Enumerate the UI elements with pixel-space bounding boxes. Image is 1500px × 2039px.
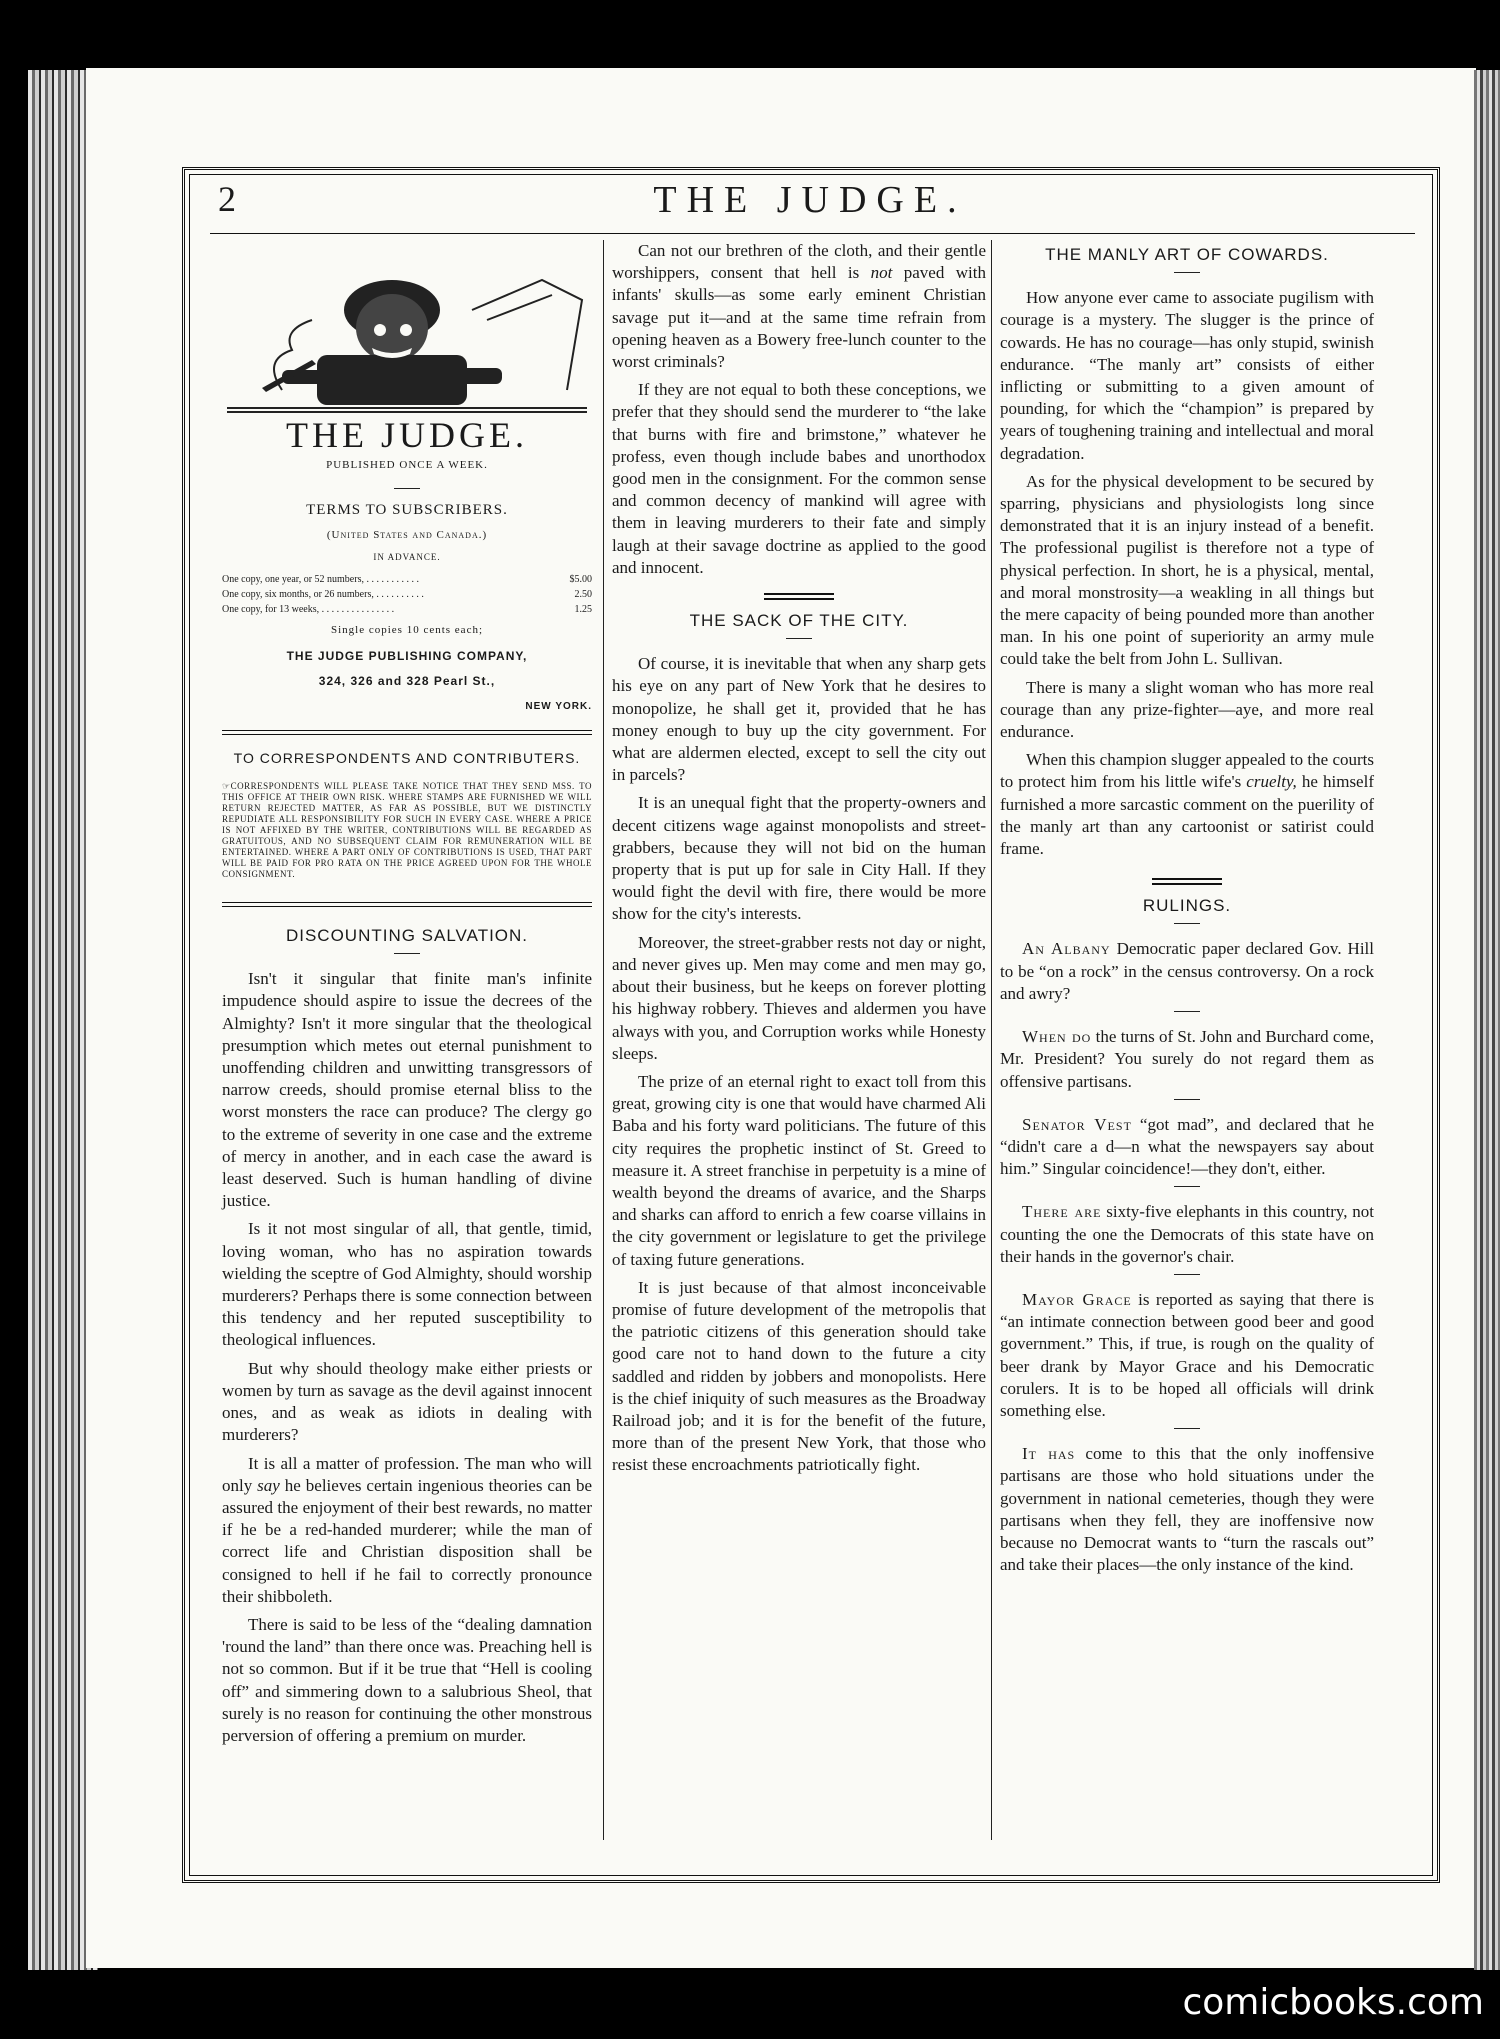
short-rule — [786, 638, 812, 639]
paragraph: Of course, it is inevitable that when any sharp gets his eye on any part of New York that he desires to monopolize, he shall get it, provided that he has money enough to buy up the city government. For what are aldermen elected, except to sell the city out in parcels? — [612, 654, 986, 785]
advance: IN ADVANCE. — [373, 551, 441, 562]
column-1 — [222, 240, 592, 1747]
rulings-heading: RULINGS. — [1142, 896, 1232, 916]
paragraph: The prize of an eternal right to exact toll from this great, growing city is one that would have charmed Ali Baba and his forty ward politicians. The future of this city requires the prophetic instinct of St. Greed to measure it. A street franchise in perpetuity is a mine of wealth beyond the dreams of avarice, and the Sharps and sharks can afford to enrich a few coarse villains in the city government or legislature to get the privilege of taxing future generations. — [612, 1071, 986, 1269]
paragraph: There is said to be less of the “dealing damnation 'round the land” than there once was. Preaching hell is not so common. But if it be true that “Hell is cooling off” and simmering down to a salubrious Sheol, that surely is no reason for continuing the other monstrous perversion of offering a premium on murder. — [222, 1614, 592, 1745]
short-rule — [1174, 923, 1200, 924]
terms-heading: TERMS TO SUBSCRIBERS. — [306, 502, 508, 519]
price-row: One copy, one year, or 52 numbers, . . . . . . . . . . . $5.00 — [222, 574, 592, 586]
address: 324, 326 and 328 Pearl St., — [318, 674, 496, 689]
masthead: THE JUDGE. — [653, 179, 967, 221]
publisher: THE JUDGE PUBLISHING COMPANY, — [286, 649, 528, 664]
correspondents-heading: TO CORRESPONDENTS AND CONTRIBUTERS. — [233, 749, 581, 766]
short-rule — [394, 953, 420, 954]
price-row: One copy, six months, or 26 numbers, . . . . . . . . . . 2.50 — [222, 589, 592, 601]
paragraph: Can not our brethren of the cloth, and their gentle worshippers, consent that hell is not paved with infants' skulls—as some early eminent Christian savage put it—and at the same time refrain from opening heaven as a Bowery free-lunch counter to the worst criminals? — [612, 241, 986, 372]
page-stack-edge — [1474, 70, 1500, 1970]
short-rule — [1174, 1186, 1200, 1187]
paragraph: Is it not most singular of all, that gentle, timid, loving woman, who has no aspiration towards wielding the sceptre of God Almighty, should worship murderers? Perhaps there is some connection between this tendency and her reputed susceptibility to theological influences. — [222, 1219, 592, 1350]
section-rule — [764, 593, 834, 600]
region: (United States and Canada.) — [326, 528, 488, 541]
short-rule — [394, 488, 420, 489]
frequency: PUBLISHED ONCE A WEEK. — [326, 459, 488, 472]
price-row: One copy, for 13 weeks, . . . . . . . . . . . . . . . 1.25 — [222, 604, 592, 616]
short-rule — [1174, 1099, 1200, 1100]
paragraph: Moreover, the street-grabber rests not day or night, and never gives up. Men may come and men may go, about their business, but he keeps on forever plotting his highway robbery. Thieves and aldermen you have always with you, and Corruption works while Honesty sleeps. — [612, 932, 986, 1063]
ruling-item: When do the turns of St. John and Burchard come, Mr. President? You surely do not regard them as offensive partisans. — [1000, 1027, 1374, 1091]
double-rule — [222, 730, 592, 735]
short-rule — [1174, 1428, 1200, 1429]
judge-illustration — [222, 240, 592, 418]
single-copies: Single copies 10 cents each; — [330, 624, 484, 637]
rulings-list — [1000, 938, 1374, 1576]
short-rule — [1174, 272, 1200, 273]
paragraph: But why should theology make either priests or women by turn as savage as the devil against innocent ones, and as weak as idiots in dealing with murderers? — [222, 1358, 592, 1445]
short-rule — [1174, 1274, 1200, 1275]
ruling-item: There are sixty-five elephants in this country, not counting the one the Democrats of this state have on their hands in the governor's chair. — [1000, 1202, 1374, 1266]
manly-heading: THE MANLY ART OF COWARDS. — [1045, 245, 1329, 264]
short-rule — [1174, 1011, 1200, 1012]
paragraph: When this champion slugger appealed to the courts to protect him from his little wife's cruelty, he himself furnished a more sarcastic comment on the puerility of the manly art than any cartoonist or satirist could frame. — [1000, 750, 1374, 859]
header-rule — [210, 233, 1415, 234]
paragraph: How anyone ever came to associate pugilism with courage is a mystery. The slugger is the prince of cowards. He has no courage—has only stupid, swinish endurance. “The manly art” consists of either inflicting or submitting to a given amount of pounding, for which the “champion” is prepared by years of toughening training and intellectual and moral degradation. — [1000, 288, 1374, 463]
column-3 — [1000, 240, 1374, 1582]
price-list — [222, 572, 592, 617]
ruling-item: Mayor Grace is reported as saying that there is “an intimate connection between good beer and good government.” This, if true, is rough on the quality of beer drank by Mayor Grace and his Democratic corulers. It is to be hoped all officials will drink something else. — [1000, 1289, 1374, 1420]
paragraph: There is many a slight woman who has more real courage than any prize-fighter—aye, and more real endurance. — [1000, 677, 1374, 742]
column-rule — [991, 240, 992, 1840]
column-2 — [612, 240, 986, 1483]
watermark: comicbooks.com — [1182, 1982, 1484, 2023]
paragraph: It is an unequal fight that the property-owners and decent citizens wage against monopolists and street-grabbers, because they will not bid on the human property that is put up for sale in City Hall. If they would fight the devil with fire, there would be more show for the city's interests. — [612, 793, 986, 924]
page-number: 2 — [218, 179, 236, 219]
ruling-item: It has come to this that the only inoffensive partisans are those who hold situations under the government in national cemeteries, though they were partisans when they fell, they are inoffensive now because no Democrat wants to “turn the rascals out” and take their places—the only instance of the kind. — [1000, 1444, 1374, 1575]
paragraph: If they are not equal to both these conceptions, we prefer that they should send the murderer to “the lake that burns with fire and brimstone,” whatever he profess, even though include babes and unorthodox good men in the consignment. For the common sense and common decency of mankind will agree with them in leaving murderers to their fate and simply laugh at their savage doctrine as applied to the good and innocent. — [612, 380, 986, 577]
double-rule — [222, 902, 592, 907]
paragraph: It is just because of that almost inconceivable promise of future development of the metropolis that the patriotic citizens of this generation should take good care not to hand down to the future a city saddled and ridden by jobbers and monopolists. Here is the chief iniquity of such measures as the Broadway Railroad job; and it is for the benefit of the future, more than of the present New York, that those who resist these encroachments patriotically fight. — [612, 1277, 986, 1475]
paragraph: As for the physical development to be secured by sparring, physicians and physiologists long since demonstrated that it is an injury instead of a benefit. The professional pugilist is therefore not a type of physical perfection. In short, he is a physical, mental, and moral monstrosity—a weakling in all things but the mere capacity of being pounded more than another man. In his one point of superiority an army mule could take the belt from John L. Sullivan. — [1000, 471, 1374, 669]
paragraph: Isn't it singular that finite man's infinite impudence should aspire to issue the decrees of the Almighty? Isn't it more singular that the theological presumption which metes out eternal punishment to unoffending children and unwitting transgressors of narrow creeds, should promise eternal bliss to the worst monsters the race can produce? The clergy go to the extreme of severity in one case and the extreme of mercy in another, and in each case the award is least deserved. Such is human handling of divine justice. — [222, 969, 592, 1211]
correspondents-notice: ☞CORRESPONDENTS WILL PLEASE TAKE NOTICE THAT THEY SEND MSS. TO THIS OFFICE AT THEIR OWN RISK. WHERE STAMPS ARE FURNISHED WE WILL RETURN REJECTED MATTER, AS FAR AS POSSIBLE, BUT WE DISTINCTLY REPUDIATE ALL RESPONSIBILITY FOR SUCH IN EVERY CASE. WHERE A PRICE IS NOT AFFIXED BY THE WRITER, CONTRIBUTIONS WILL BE REGARDED AS GRATUITOUS, AND NO SUBSEQUENT CLAIM FOR REMUNERATION WILL BE ENTERTAINED. WHERE A PART ONLY OF CONTRIBUTIONS IS USED, THAT PART WILL BE PAID FOR PRO RATA ON THE PRICE AGREED UPON FOR THE WHOLE CONSIGNMENT. — [222, 781, 592, 880]
ruling-item: Senator Vest “got mad”, and declared that he “didn't care a d—n what the newspayers say about him.” Singular coincidence!—they don't, either. — [1000, 1114, 1375, 1179]
sidebar-title: THE JUDGE. — [286, 415, 528, 455]
discounting-heading: DISCOUNTING SALVATION. — [285, 926, 529, 946]
sack-heading: THE SACK OF THE CITY. — [689, 611, 909, 631]
column-rule — [603, 240, 604, 1840]
city: NEW YORK. — [525, 700, 592, 712]
paragraph: It is all a matter of profession. The man who will only say he believes certain ingenious theories can be assured the enjoyment of their best rewards, no matter if he be a red-handed murderer; while the man of correct life and Christian disposition shall be consigned to hell if he fail to correctly pronounce their shibboleth. — [222, 1453, 592, 1606]
section-rule — [1152, 878, 1222, 885]
ruling-item: An Albany Democratic paper declared Gov. Hill to be “on a rock” in the census controversy. On a rock and awry? — [1000, 939, 1374, 1003]
